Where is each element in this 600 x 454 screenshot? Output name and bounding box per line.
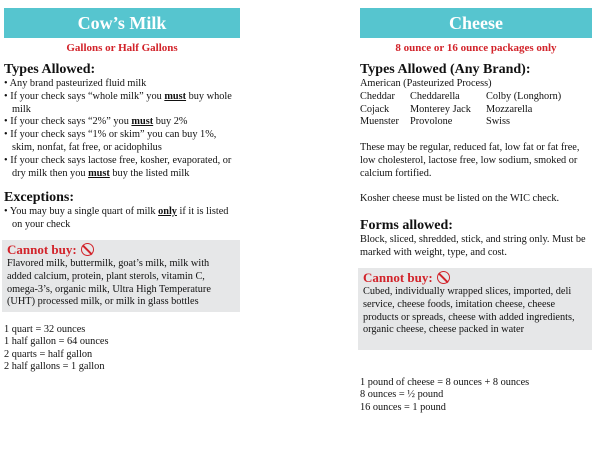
cheese-forms-heading: Forms allowed: <box>360 218 453 234</box>
milk-exceptions-list <box>4 206 240 232</box>
cheese-varieties <box>360 91 592 129</box>
cheese-equivalents <box>360 377 592 414</box>
list-item: 1 half gallon = 64 ounces <box>4 336 109 348</box>
list-item: • If your check says lactose free, kosher, evaporated, or dry milk then you must buy the listed milk <box>4 155 240 181</box>
cheese-section <box>360 8 592 414</box>
cheese-cannot-buy-title: Cannot buy: <box>363 270 587 286</box>
list-item: 1 pound of cheese = 8 ounces + 8 ounces <box>360 377 530 389</box>
list-item: • If your check says “whole milk” you must buy whole milk <box>4 91 240 117</box>
cheese-cannot-buy-box <box>358 268 592 350</box>
cheese-cannot-buy-text: Cubed, individually wrapped slices, imported, deli service, cheese foods, imitation cheese, cheese products or spreads, cheese with added ingredients, organic cheese, cheese packed in water <box>363 285 575 336</box>
list-item: • If your check says “1% or skim” you can buy 1%, skim, nonfat, fat free, or acidophilus <box>4 129 240 155</box>
cheese-types-intro: American (Pasteurized Process) <box>360 78 492 89</box>
cheese-forms-text: Block, sliced, shredded, stick, and string only. Must be marked with weight, type, and cost. <box>360 234 586 259</box>
list-item: 16 ounces = 1 pound <box>360 401 446 413</box>
list-item: Mozzarella <box>486 103 533 115</box>
list-item: Provolone <box>410 116 453 128</box>
cheese-kosher-note: Kosher cheese must be listed on the WIC check. <box>360 192 560 204</box>
list-item: Cheddar <box>360 90 395 102</box>
cheese-types-heading: Types Allowed (Any Brand): <box>360 62 531 77</box>
list-item: Cojack <box>360 103 390 115</box>
milk-subtitle: Gallons or Half Gallons <box>66 42 178 54</box>
cheese-subtitle: 8 ounce or 16 ounce packages only <box>395 42 557 54</box>
list-item: Swiss <box>486 116 511 128</box>
milk-cannot-buy-title: Cannot buy: <box>7 242 235 258</box>
list-item: • You may buy a single quart of milk only if it is listed on your check <box>4 206 240 232</box>
milk-banner: Cow’s Milk <box>4 8 240 38</box>
list-item: • Any brand pasteurized fluid milk <box>4 78 240 91</box>
list-item: 2 quarts = half gallon <box>4 348 93 360</box>
list-item: Monterey Jack <box>410 103 471 115</box>
list-item: • If your check says “2%” you must buy 2% <box>4 116 240 129</box>
list-item: Muenster <box>360 116 399 128</box>
list-item: Cheddarella <box>410 90 460 102</box>
milk-cannot-buy-box <box>2 240 240 312</box>
milk-equivalents <box>4 324 240 373</box>
list-item: 1 quart = 32 ounces <box>4 324 86 336</box>
cheese-banner: Cheese <box>360 8 592 38</box>
milk-exceptions-heading: Exceptions: <box>4 190 74 206</box>
list-item: Colby (Longhorn) <box>486 90 562 102</box>
list-item: 2 half gallons = 1 gallon <box>4 360 105 372</box>
milk-section <box>4 8 240 373</box>
milk-types-list <box>4 78 240 180</box>
no-symbol-icon <box>81 243 94 256</box>
no-symbol-icon <box>437 271 450 284</box>
list-item: 8 ounces = ½ pound <box>360 389 444 401</box>
cheese-fat-note: These may be regular, reduced fat, low fat or fat free, low cholesterol, lactose free, low sodium, smoked or calcium fortified. <box>360 142 580 179</box>
milk-cannot-buy-text: Flavored milk, buttermilk, goat’s milk, milk with added calcium, protein, plant sterols, vitamin C, omega-3’s, organic milk, Ultra High Temperature (UHT) processed milk, or milk in glass bottles <box>7 257 211 308</box>
milk-types-heading: Types Allowed: <box>4 62 96 77</box>
